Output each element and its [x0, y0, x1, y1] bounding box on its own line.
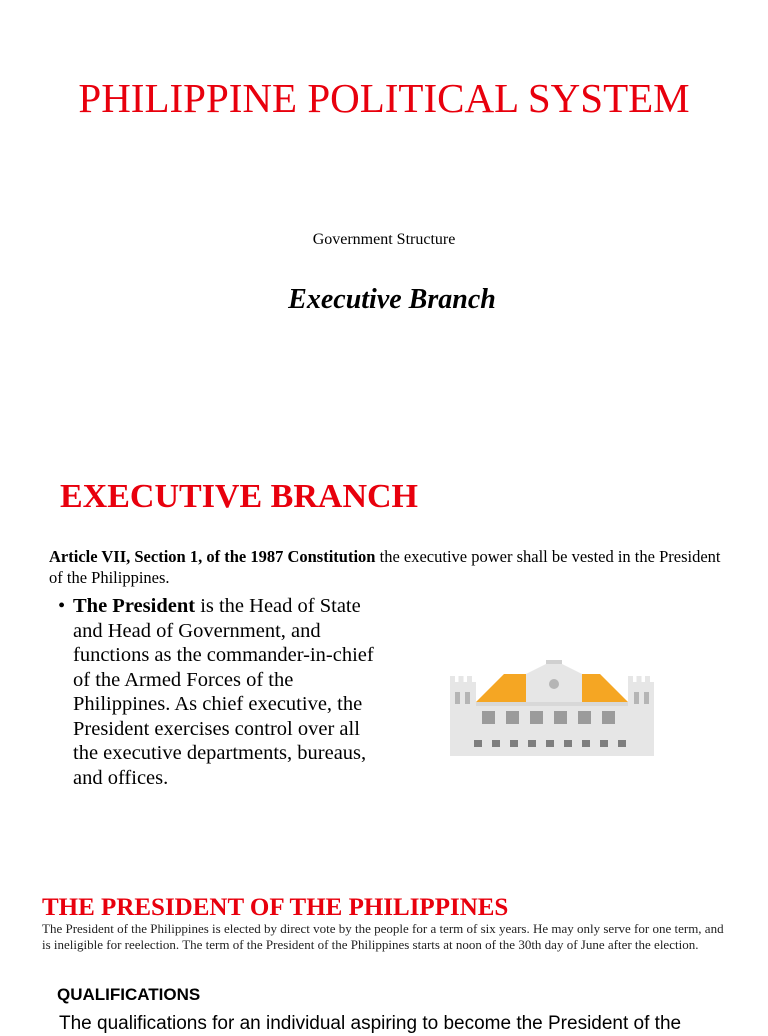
slide-title: PHILIPPINE POLITICAL SYSTEM — [78, 75, 690, 121]
president-heading: THE PRESIDENT OF THE PHILIPPINES — [42, 894, 509, 921]
president-bullet — [58, 594, 378, 790]
qualifications-text: The qualifications for an individual aspiring to become the President of the — [59, 1013, 682, 1034]
branch-title: Executive Branch — [288, 284, 496, 315]
executive-branch-heading: EXECUTIVE BRANCH — [60, 478, 418, 515]
bullet-text: is the Head of State and Head of Government, and functions as the commander-in-chief of the Armed Forces of the Philippines. As chief executive, the President exercises control over all the executive departments, bureaus, and offices. — [73, 595, 374, 789]
qualifications-heading: QUALIFICATIONS — [57, 985, 201, 1004]
article-paragraph — [49, 546, 729, 588]
bullet-bold-term: The President — [73, 595, 196, 617]
slide-subtitle: Government Structure — [312, 231, 456, 248]
article-text: the executive power shall be vested in the President of the Philippines. — [49, 547, 721, 587]
bullet-marker: • — [58, 595, 66, 617]
president-term-paragraph: The President of the Philippines is elected by direct vote by the people for a term of six years. He may only serve for one term, and is ineligible for reelection. The term of the President of the Philippines starts at noon of the 30th day of June after the election. — [42, 921, 724, 952]
article-reference: Article VII, Section 1, of the 1987 Constitution — [49, 547, 376, 566]
malacanang-palace-icon — [448, 656, 656, 758]
